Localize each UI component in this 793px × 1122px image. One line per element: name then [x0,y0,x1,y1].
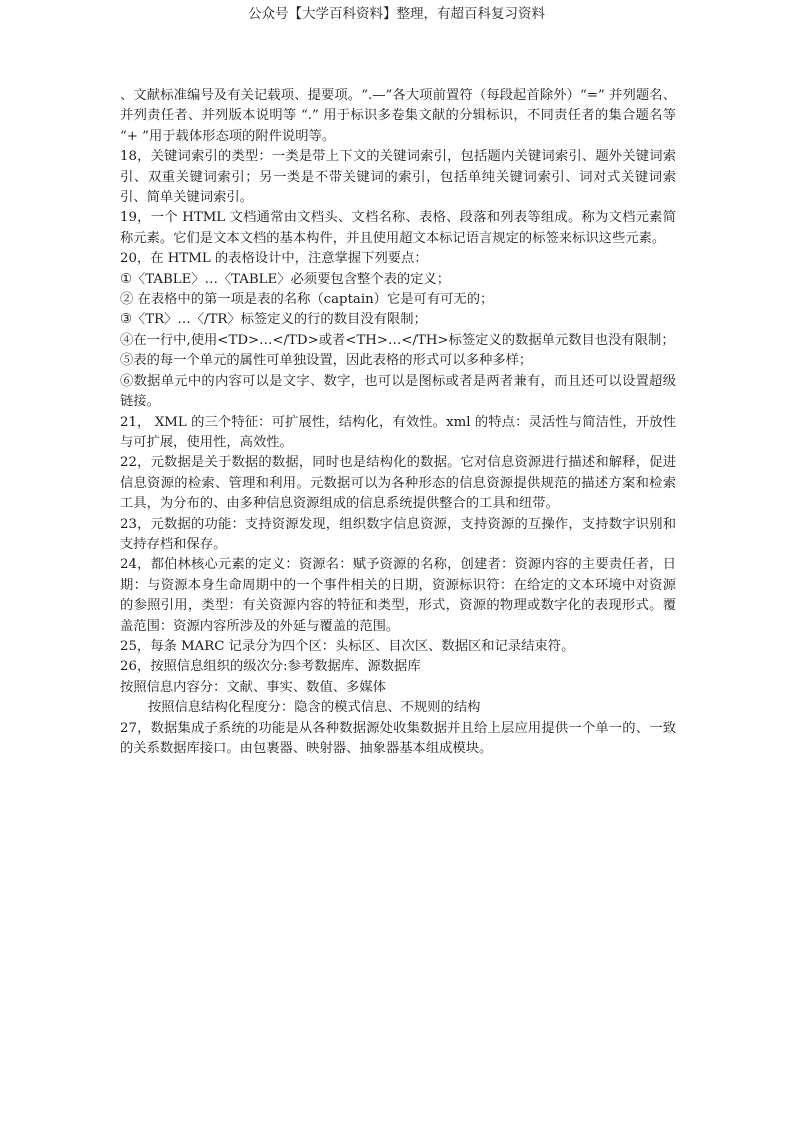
paragraph-19-html-document: 19，一个 HTML 文档通常由文档头、文档名称、表格、段落和列表等组成。称为文档元素简称元素。它们是文本文档的基本构件，并且使用超文本标记语言规定的标签来标识这些元素。 [120,210,676,246]
list-item-table-2: ② 在表格中的第一项是表的名称（captain）它是可有可无的； [120,292,494,308]
page-header: 公众号【大学百科资料】整理，有超百科复习资料 [248,6,545,22]
document-body [120,86,676,759]
paragraph-23-metadata-functions: 23，元数据的功能：支持资源发现，组织数字信息资源，支持资源的互操作，支持数字识别和支持存档和保存。 [120,516,676,552]
list-item-table-5: ⑤表的每一个单元的属性可单独设置，因此表格的形式可以多种多样； [120,353,533,369]
list-item-table-1: ①〈TABLE〉…〈TABLE〉必须要包含整个表的定义； [120,271,451,287]
paragraph-27-data-integration: 27，数据集成子系统的功能是从各种数据源处收集数据并且给上层应用提供一个单一的、一致的关系数据库接口。由包裹器、映射器、抽象器基本组成模块。 [120,720,676,756]
paragraph-22-metadata: 22，元数据是关于数据的数据，同时也是结构化的数据。它对信息资源进行描述和解释，促进信息资源的检索、管理和利用。元数据可以为各种形态的信息资源提供规范的描述方案和检索工具，为分布的、由多种信息资源组成的信息系统提供整合的工具和纽带。 [120,455,676,512]
list-item-table-4: ④在一行中,使用<TD>…</TD>或者<TH>…</TH>标签定义的数据单元数目也没有限制； [120,332,675,348]
list-item-table-3: ③〈TR〉…〈/TR〉标签定义的行的数目没有限制； [120,312,427,328]
paragraph-18-keyword-index-types: 18，关键词索引的类型：一类是带上下文的关键词索引，包括题内关键词索引、题外关键词索引、双重关键词索引；另一类是不带关键词的索引，包括单纯关键词索引、词对式关键词索引、简单关键词索引。 [120,149,676,206]
paragraph-25-marc: 25，每条 MARC 记录分为四个区：头标区、目次区、数据区和记录结束符。 [120,638,575,654]
paragraph-26-classification: 26，按照信息组织的级次分:参考数据库、源数据库 [120,659,421,675]
paragraph-24-dublin-core: 24，都伯林核心元素的定义：资源名：赋予资源的名称，创建者：资源内容的主要责任者，日期：与资源本身生命周期中的一个事件相关的日期，资源标识符：在给定的文本环境中对资源的参照引用，类型：有关资源内容的特征和类型，形式，资源的物理或数字化的表现形式。覆盖范围：资源内容所涉及的外延与覆盖的范围。 [120,557,676,634]
paragraph-26-by-content: 按照信息内容分：文献、事实、数值、多媒体 [120,679,386,695]
list-item-table-6: ⑥数据单元中的内容可以是文字、数字，也可以是图标或者是两者兼有，而且还可以设置超级链接。 [120,373,676,410]
paragraph-20-html-table: 20，在 HTML 的表格设计中，注意掌握下列要点： [120,251,428,267]
paragraph-continuation: 、文献标准编号及有关记载项、提要项。“.—”各大项前置符（每段起首除外）“=” 并列题名、并列责任者、并列版本说明等 “.” 用于标识多卷集文献的分辑标识，不同责任者的集合题名等 “+ ”用于载体形态项的附件说明等。 [120,88,676,144]
paragraph-21-xml: 21， XML 的三个特征：可扩展性，结构化，有效性。xml 的特点：灵活性与简洁性，开放性与可扩展，使用性，高效性。 [120,414,676,450]
paragraph-26-by-structure: 按照信息结构化程度分：隐含的模式信息、不规则的结构 [148,700,481,716]
